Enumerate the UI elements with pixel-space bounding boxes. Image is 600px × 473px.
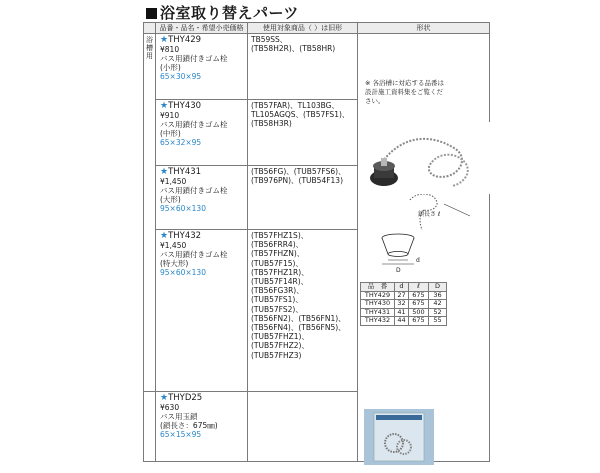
square-bullet-icon [146, 8, 157, 19]
shape-cell [358, 34, 490, 462]
parts-table [143, 22, 490, 462]
product-code: THY430 [168, 101, 202, 111]
product-price: ¥630 [160, 403, 180, 412]
product-dimensions: 65×32×95 [160, 138, 202, 147]
product-name: バス用鎖付きゴム栓 [160, 54, 228, 63]
product-price: ¥910 [160, 111, 180, 120]
product-code: THY429 [168, 35, 202, 45]
plug-dimension-drawing [358, 194, 490, 274]
table-header [144, 23, 490, 34]
models-cell: (TB56FG)、(TUB57FS6)、 (TB976PN)、(TUB54F13) [248, 166, 358, 230]
product-price: ¥810 [160, 45, 180, 54]
product-dimensions: 65×30×95 [160, 72, 202, 81]
star-icon: ★ [160, 101, 169, 111]
chain-length-label: 鎖長さ ℓ [418, 211, 441, 218]
product-name-size: (特大形) [160, 259, 189, 268]
product-cell [156, 166, 248, 230]
product-cell [156, 34, 248, 100]
table-row: THY429 27 675 36 [361, 291, 447, 300]
side-label [144, 34, 156, 392]
product-price: ¥1,450 [160, 241, 187, 250]
product-name: バス用玉鎖 [160, 412, 198, 421]
table-row [144, 34, 490, 100]
product-cell [156, 392, 248, 462]
product-name-size: (中形) [160, 129, 181, 138]
rubber-plug-photo [358, 122, 490, 194]
header-shape: 形状 [358, 23, 490, 34]
product-name-size: (鎖長さ：675㎜) [160, 421, 218, 430]
models-cell: TB59SS、 (TB58H2R)、(TB58HR) [248, 34, 358, 100]
models-cell: (TB57FHZ1S)、 (TB56FRR4)、 (TB57FHZN)、 (TUB57F15)、 (TB57FHZ1R)、 (TUB57F14R)、 (TB56FG3R)、 (TUB57FS1)、 (TUB57FS2)、 (TB56FN2)、(TB56FN1)、 (TB56FN4)、(TB56FN5)、 (TUB57FHZ1)、 (TUB57FHZ2)、 (TUB57FHZ3) [248, 230, 358, 392]
svg-text:D: D [396, 267, 401, 274]
dimension-table: 品 番 d ℓ D THY429 27 675 36 THY430 32 675 42 THY431 41 500 52 THY432 44 675 55 [360, 282, 447, 326]
product-dimensions: 95×60×130 [160, 204, 206, 213]
models-cell: (TB57FAR)、TL103BG、 TL105AGQS、(TB57FS1)、 (TB58H3R) [248, 100, 358, 166]
side-label-text: 浴 槽 用 [146, 36, 153, 60]
star-icon: ★ [160, 393, 169, 403]
header-product: 品番・品名・希望小売価格 [156, 23, 248, 34]
product-cell [156, 100, 248, 166]
product-price: ¥1,450 [160, 177, 187, 186]
star-icon: ★ [160, 231, 169, 241]
product-dimensions: 95×60×130 [160, 268, 206, 277]
page-title: 浴室取り替えパーツ [146, 2, 299, 23]
star-icon: ★ [160, 35, 169, 45]
product-code: THYD25 [168, 393, 203, 403]
product-cell [156, 230, 248, 392]
table-row: THY430 32 675 42 [361, 300, 447, 309]
product-name: バス用鎖付きゴム栓 [160, 120, 228, 129]
product-dimensions: 65×15×95 [160, 430, 202, 439]
table-row: THY431 41 500 52 [361, 308, 447, 317]
product-name: バス用鎖付きゴム栓 [160, 250, 228, 259]
product-code: THY431 [168, 167, 202, 177]
product-name-size: (小形) [160, 63, 181, 72]
product-name: バス用鎖付きゴム栓 [160, 186, 228, 195]
product-code: THY432 [168, 231, 202, 241]
svg-text:d: d [416, 257, 420, 264]
header-models: 使用対象商品（ ）は旧形 [248, 23, 358, 34]
table-row: THY432 44 675 55 [361, 317, 447, 326]
product-name-size: (大形) [160, 195, 181, 204]
models-cell [248, 392, 358, 462]
shape-note: ※ 各浴槽に対応する品番は設計施工資料集をご覧ください。 [365, 79, 445, 105]
star-icon: ★ [160, 167, 169, 177]
ball-chain-package-photo [364, 409, 434, 465]
